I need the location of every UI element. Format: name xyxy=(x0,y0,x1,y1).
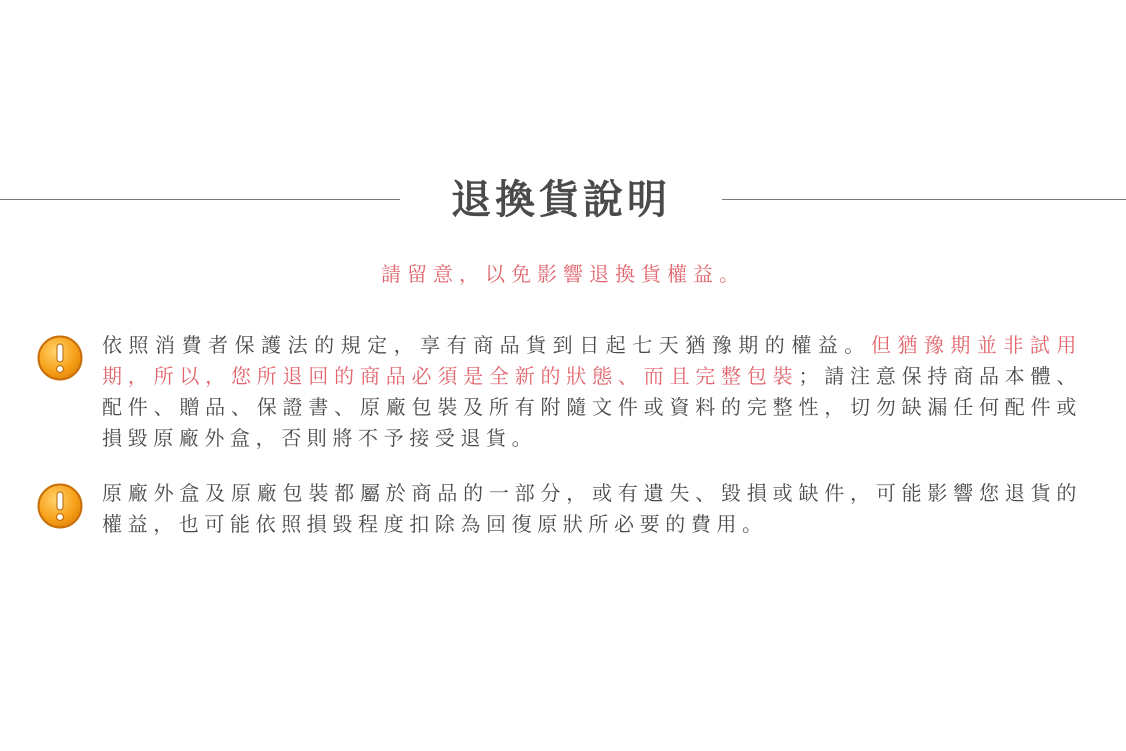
title-divider-right xyxy=(722,199,1126,200)
policy-item-1-text xyxy=(102,330,1082,454)
policy-item-2-text: 原廠外盒及原廠包裝都屬於商品的一部分，或有遺失、毀損或缺件，可能影響您退貨的權益，也可能依照損毀程度扣除為回復原狀所必要的費用。 xyxy=(102,481,1082,536)
page-title: 退換貨說明 xyxy=(451,177,671,223)
title-row xyxy=(0,168,1126,232)
warning-icon xyxy=(36,482,84,530)
warning-icon xyxy=(36,334,84,382)
title-divider-left xyxy=(0,199,400,200)
policy-item-1-text-part2: ；請注意保持商品本體、配件、贈品、保證書、原廠包裝及所有附隨文件或資料的完整性，切勿缺漏任何配件或損毀原廠外盒，否則將不予接受退貨。 xyxy=(102,364,1082,450)
policy-item-1-highlight: 但猶豫期並非試用期，所以，您所退回的商品必須是全新的狀態、而且完整包裝 xyxy=(102,333,1082,388)
policy-item-1-text-part1: 依照消費者保護法的規定，享有商品貨到日起七天猶豫期的權益。 xyxy=(102,333,871,357)
notice-text: 請留意，以免影響退換貨權益。 xyxy=(381,262,745,286)
